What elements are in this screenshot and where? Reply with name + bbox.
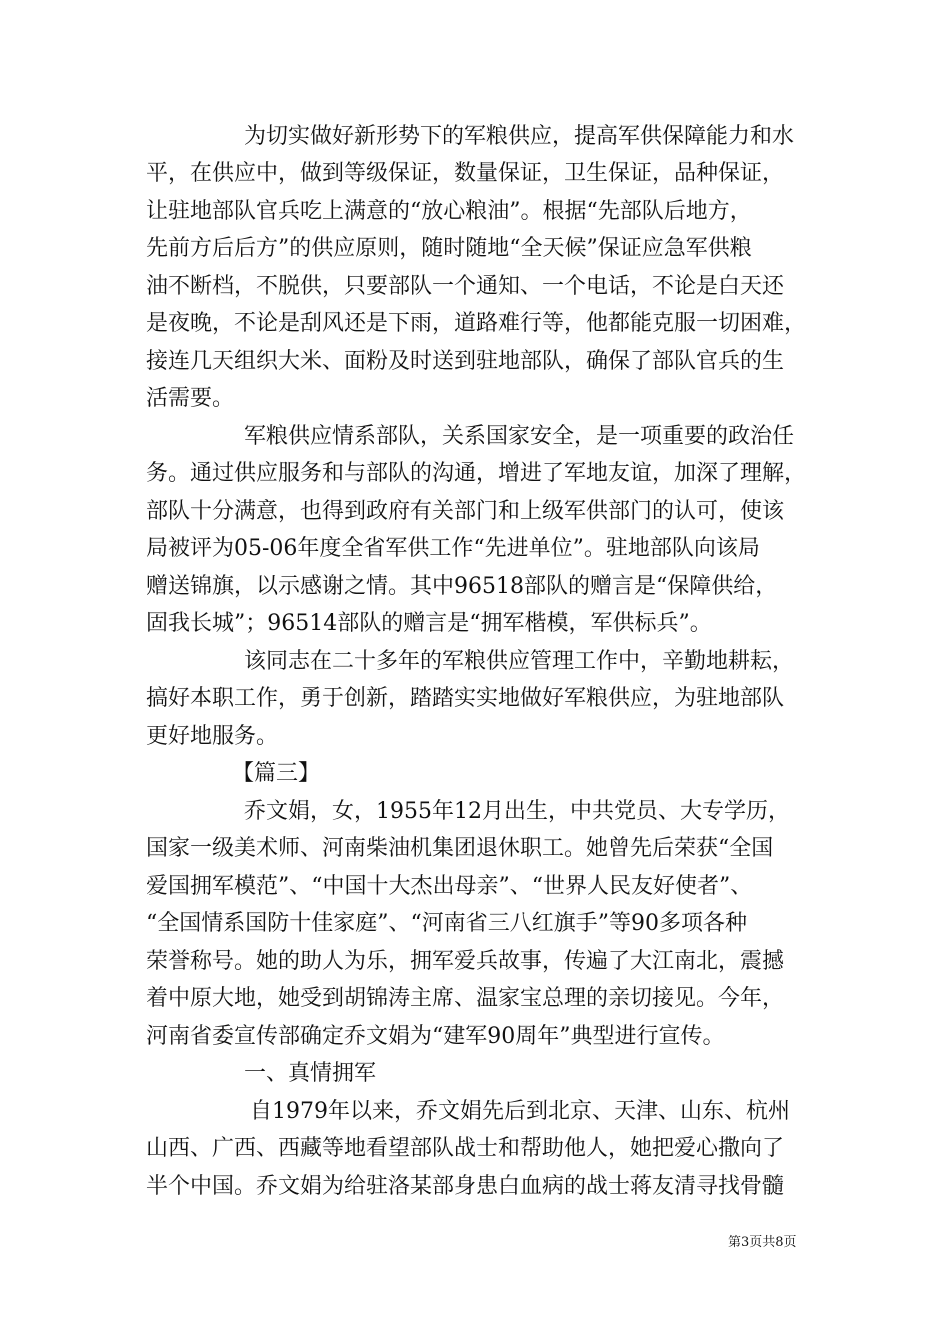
paragraph-line: 搞好本职工作，勇于创新，踏踏实实地做好军粮供应，为驻地部队	[146, 686, 785, 711]
paragraph-line: 荣誉称号。她的助人为乐，拥军爱兵故事，传遍了大江南北，震撼	[146, 949, 785, 974]
paragraph-line: 自1979年以来，乔文娟先后到北京、天津、山东、杭州	[250, 1099, 790, 1124]
subsection-heading: 一、真情拥军	[244, 1061, 377, 1086]
paragraph-line: 半个中国。乔文娟为给驻洛某部身患白血病的战士蒋友清寻找骨髓	[146, 1174, 785, 1199]
paragraph-line: 乔文娟，女，1955年12月出生，中共党员、大专学历，	[244, 799, 790, 824]
paragraph-line: 部队十分满意，也得到政府有关部门和上级军供部门的认可，使该	[146, 499, 785, 524]
paragraph-line: 该同志在二十多年的军粮供应管理工作中，辛勤地耕耘，	[244, 649, 795, 674]
paragraph-line: 国家一级美术师、河南柴油机集团退休职工。她曾先后荣获“全国	[146, 836, 774, 861]
paragraph-line: 先前方后后方”的供应原则，随时随地“全天候”保证应急军供粮	[146, 236, 752, 261]
paragraph-line: 活需要。	[146, 386, 235, 411]
paragraph-line: 河南省委宣传部确定乔文娟为“建军90周年”典型进行宣传。	[146, 1024, 725, 1049]
paragraph-line: 让驻地部队官兵吃上满意的“放心粮油”。根据“先部队后地方，	[146, 199, 752, 224]
paragraph-line: 务。通过供应服务和与部队的沟通，增进了军地友谊，加深了理解，	[146, 461, 807, 486]
paragraph-line: 更好地服务。	[146, 724, 279, 749]
page-footer: 第3页共8页	[728, 1235, 797, 1250]
paragraph-line: 山西、广西、西藏等地看望部队战士和帮助他人，她把爱心撒向了	[146, 1136, 785, 1161]
paragraph-line: 赠送锦旗，以示感谢之情。其中96518部队的赠言是“保障供给，	[146, 574, 778, 599]
paragraph-line: 接连几天组织大米、面粉及时送到驻地部队，确保了部队官兵的生	[146, 349, 785, 374]
paragraph-line: 平，在供应中，做到等级保证，数量保证，卫生保证，品种保证，	[146, 161, 785, 186]
paragraph-line: 局被评为05-06年度全省军供工作“先进单位”。驻地部队向该局	[146, 536, 760, 561]
paragraph-line: 固我长城”；96514部队的赠言是“拥军楷模，军供标兵”。	[146, 611, 712, 636]
paragraph-line: 油不断档，不脱供，只要部队一个通知、一个电话，不论是白天还	[146, 274, 785, 299]
paragraph-line: 军粮供应情系部队，关系国家安全，是一项重要的政治任	[244, 424, 795, 449]
paragraph-line: 是夜晚，不论是刮风还是下雨，道路难行等，他都能克服一切困难，	[146, 311, 807, 336]
paragraph-line: 爱国拥军模范”、“中国十大杰出母亲”、“世界人民友好使者”、	[146, 874, 753, 899]
section-heading: 【篇三】	[232, 761, 321, 786]
paragraph-line: 着中原大地，她受到胡锦涛主席、温家宝总理的亲切接见。今年，	[146, 986, 785, 1011]
paragraph-line: “全国情系国防十佳家庭”、“河南省三八红旗手”等90多项各种	[146, 911, 747, 936]
paragraph-line: 为切实做好新形势下的军粮供应，提高军供保障能力和水	[244, 124, 795, 149]
